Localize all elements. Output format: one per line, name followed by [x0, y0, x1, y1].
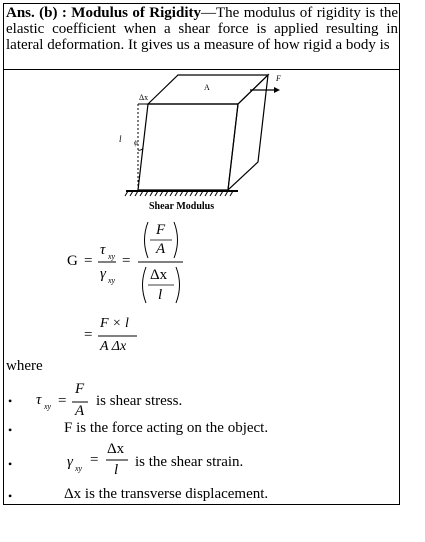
b3-gamma: γ [67, 454, 73, 470]
eq-a: A [156, 241, 166, 257]
force-arrow-head [274, 87, 280, 93]
b3-dx: Δx [107, 441, 125, 457]
b1-equals: = [58, 393, 67, 409]
eq-dx: Δx [150, 267, 168, 283]
b3-text: is the shear strain. [135, 454, 244, 470]
figure-caption: Shear Modulus [149, 201, 215, 212]
b3-equals: = [90, 452, 99, 468]
label-phi: ϕ [134, 139, 138, 147]
eq-a-dx: A Δx [100, 339, 127, 354]
b1-tau-sub: xy [44, 402, 52, 411]
label-dx: Δx [139, 93, 149, 102]
b3-l: l [114, 462, 119, 478]
label-a: A [204, 83, 210, 92]
intro-rest: —The modulus of rigidity is the elastic coefficient when a shear force is applied resulting in lateral deformation. It gives us a measure of how rigid a body is [6, 5, 398, 53]
eq-tau-sub: xy [108, 252, 116, 261]
paren-left-top [145, 222, 149, 258]
eq-gamma: γ [100, 266, 106, 282]
b3-gamma-sub: xy [75, 464, 83, 473]
b1-a: A [75, 403, 85, 419]
b1-f: F [75, 381, 85, 397]
paren-left-bottom [143, 267, 147, 303]
eq-tau: τ [100, 242, 106, 258]
block-side-face [228, 75, 268, 190]
bullet-marker-1: • [8, 394, 13, 408]
eq-gamma-sub: xy [108, 276, 116, 285]
label-l: l [119, 134, 122, 144]
eq-f: F [156, 222, 166, 238]
b1-tau: τ [36, 392, 42, 408]
eq-l: l [158, 287, 163, 303]
eq-f-times-l: F × l [100, 316, 129, 331]
label-f: F [276, 74, 281, 83]
paren-right-top [174, 222, 178, 258]
b4-text: Δx is the transverse displacement. [64, 486, 269, 502]
eq-equals-3: = [84, 327, 93, 343]
bullet-marker-3: • [8, 457, 13, 471]
bullet-marker-2: • [8, 423, 13, 437]
eq-g: G [67, 253, 78, 269]
where-label: where [6, 358, 43, 374]
b1-text: is shear stress. [96, 393, 183, 409]
block-front-face [138, 104, 238, 190]
bullet-marker-4: • [8, 489, 13, 503]
intro-lead: Ans. (b) : Modulus of Rigidity [6, 5, 201, 21]
eq-equals-1: = [84, 253, 93, 269]
b2-text: F is the force acting on the object. [64, 420, 269, 436]
paren-right-bottom [176, 267, 180, 303]
eq-equals-2: = [122, 253, 131, 269]
